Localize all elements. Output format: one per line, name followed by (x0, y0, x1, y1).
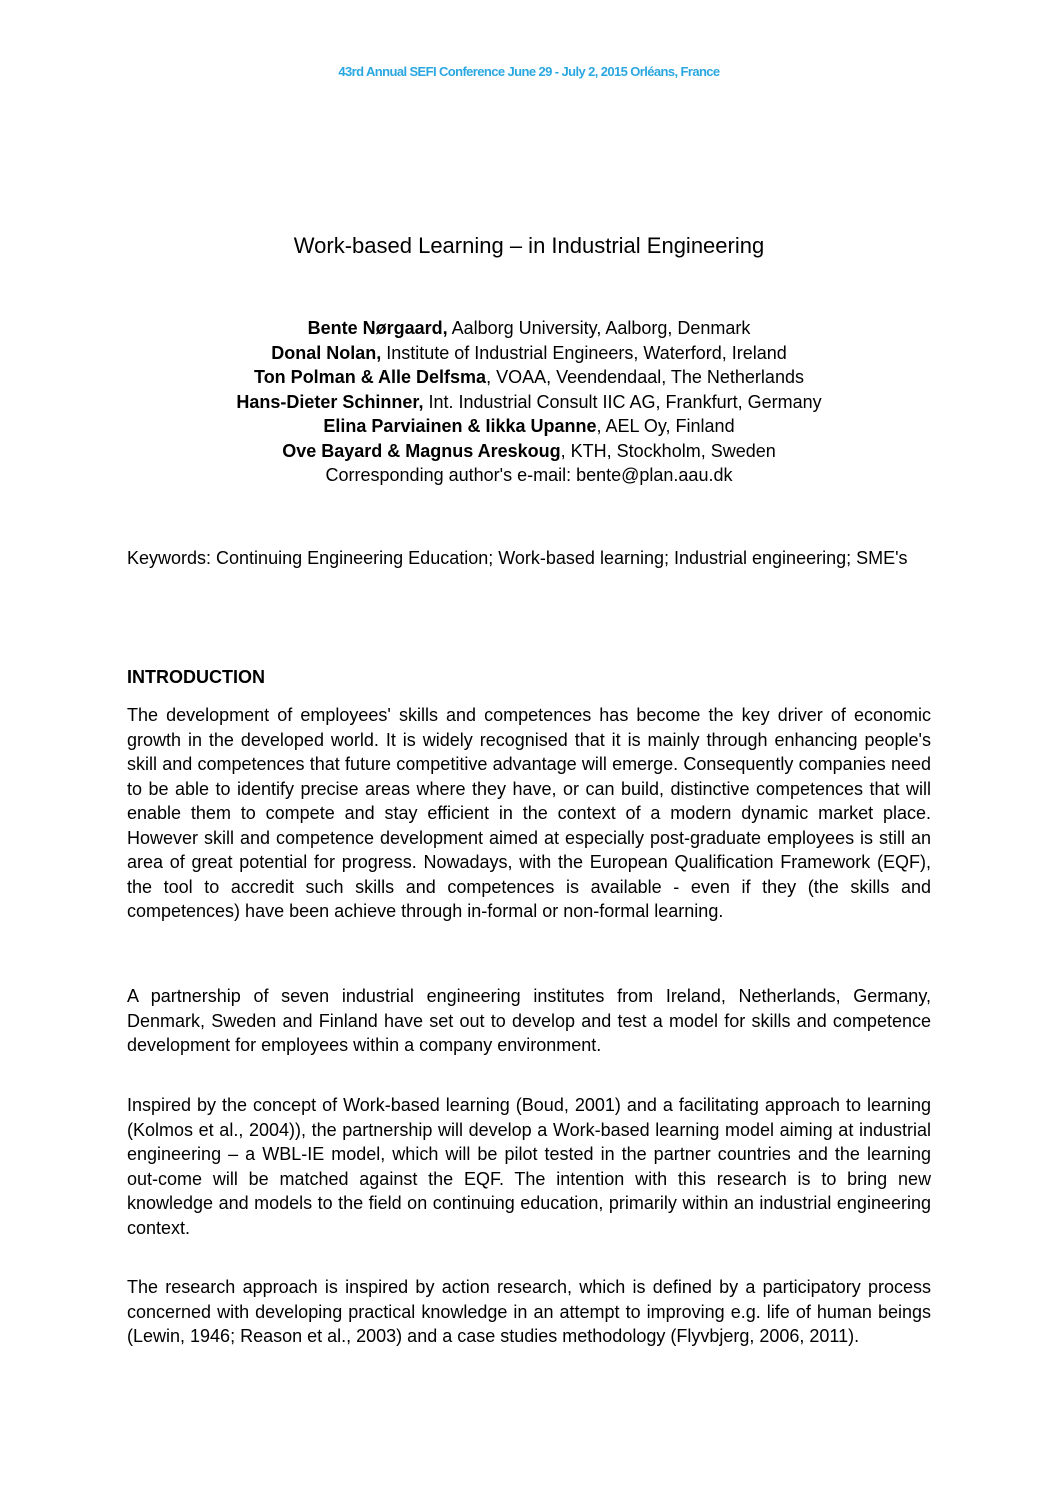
author-line (0, 390, 1058, 415)
author-affiliation: Int. Industrial Consult IIC AG, Frankfurt, Germany (423, 391, 822, 412)
author-block (0, 316, 1058, 488)
author-line (0, 365, 1058, 390)
corresponding-author-email: Corresponding author's e-mail: bente@plan.aau.dk (325, 465, 733, 485)
intro-paragraph-4: The research approach is inspired by action research, which is defined by a participatory process concerned with developing practical knowledge in an attempt to improving e.g. life of human beings (Lewin, 1946; Reason et al., 2003) and a case studies methodology (Flyvbjerg, 2006, 2011). (127, 1277, 931, 1346)
conference-header: 43rd Annual SEFI Conference June 29 - July 2, 2015 Orléans, France (338, 64, 720, 79)
section-heading-introduction: INTRODUCTION (127, 667, 265, 687)
intro-paragraph-2: A partnership of seven industrial engineering institutes from Ireland, Netherlands, Germany, Denmark, Sweden and Finland have set out to develop and test a model for skills and competence development for employees within a company environment. (127, 986, 931, 1055)
paper-title: Work-based Learning – in Industrial Engineering (293, 233, 765, 258)
author-line (0, 316, 1058, 341)
author-affiliation: Institute of Industrial Engineers, Waterford, Ireland (381, 342, 787, 363)
author-affiliation: , AEL Oy, Finland (596, 416, 735, 436)
author-line (0, 414, 1058, 439)
author-affiliation: , VOAA, Veendendaal, The Netherlands (486, 367, 804, 387)
author-name: Hans-Dieter Schinner, (236, 391, 424, 412)
intro-paragraph-1: The development of employees' skills and competences has become the key driver of economic growth in the developed world. It is widely recognised that it is mainly through enhancing people's skill and competences that future competitive advantage will emerge. Consequently companies need to be able to identify precise areas where they have, or can build, distinctive competences that will enable them to compete and stay efficient in the context of a modern dynamic market place. However skill and competence development aimed at especially post-graduate employees is still an area of great potential for progress. Nowadays, with the European Qualification Framework (EQF), the tool to accredit such skills and competences is available - even if they (the skills and competences) have been achieve through in-formal or non-formal learning. (127, 705, 931, 921)
intro-paragraph-3: Inspired by the concept of Work-based learning (Boud, 2001) and a facilitating approach to learning (Kolmos et al., 2004)), the partnership will develop a Work-based learning model aiming at industrial engineering – a WBL-IE model, which will be pilot tested in the partner countries and the learning out-come will be matched against the EQF. The intention with this research is to bring new knowledge and models to the field on continuing education, primarily within an industrial engineering context. (127, 1095, 931, 1238)
author-line (0, 439, 1058, 464)
author-name: Donal Nolan, (271, 342, 382, 363)
author-affiliation: , KTH, Stockholm, Sweden (560, 440, 776, 461)
author-name: Bente Nørgaard, (307, 318, 448, 338)
keywords: Keywords: Continuing Engineering Education; Work-based learning; Industrial engineering; SME's (127, 548, 908, 568)
author-name: Ton Polman & Alle Delfsma (254, 367, 487, 387)
author-affiliation: Aalborg University, Aalborg, Denmark (447, 318, 751, 338)
author-name: Ove Bayard & Magnus Areskoug (282, 440, 561, 461)
author-name: Elina Parviainen & Iikka Upanne (323, 416, 597, 436)
author-line (0, 341, 1058, 366)
